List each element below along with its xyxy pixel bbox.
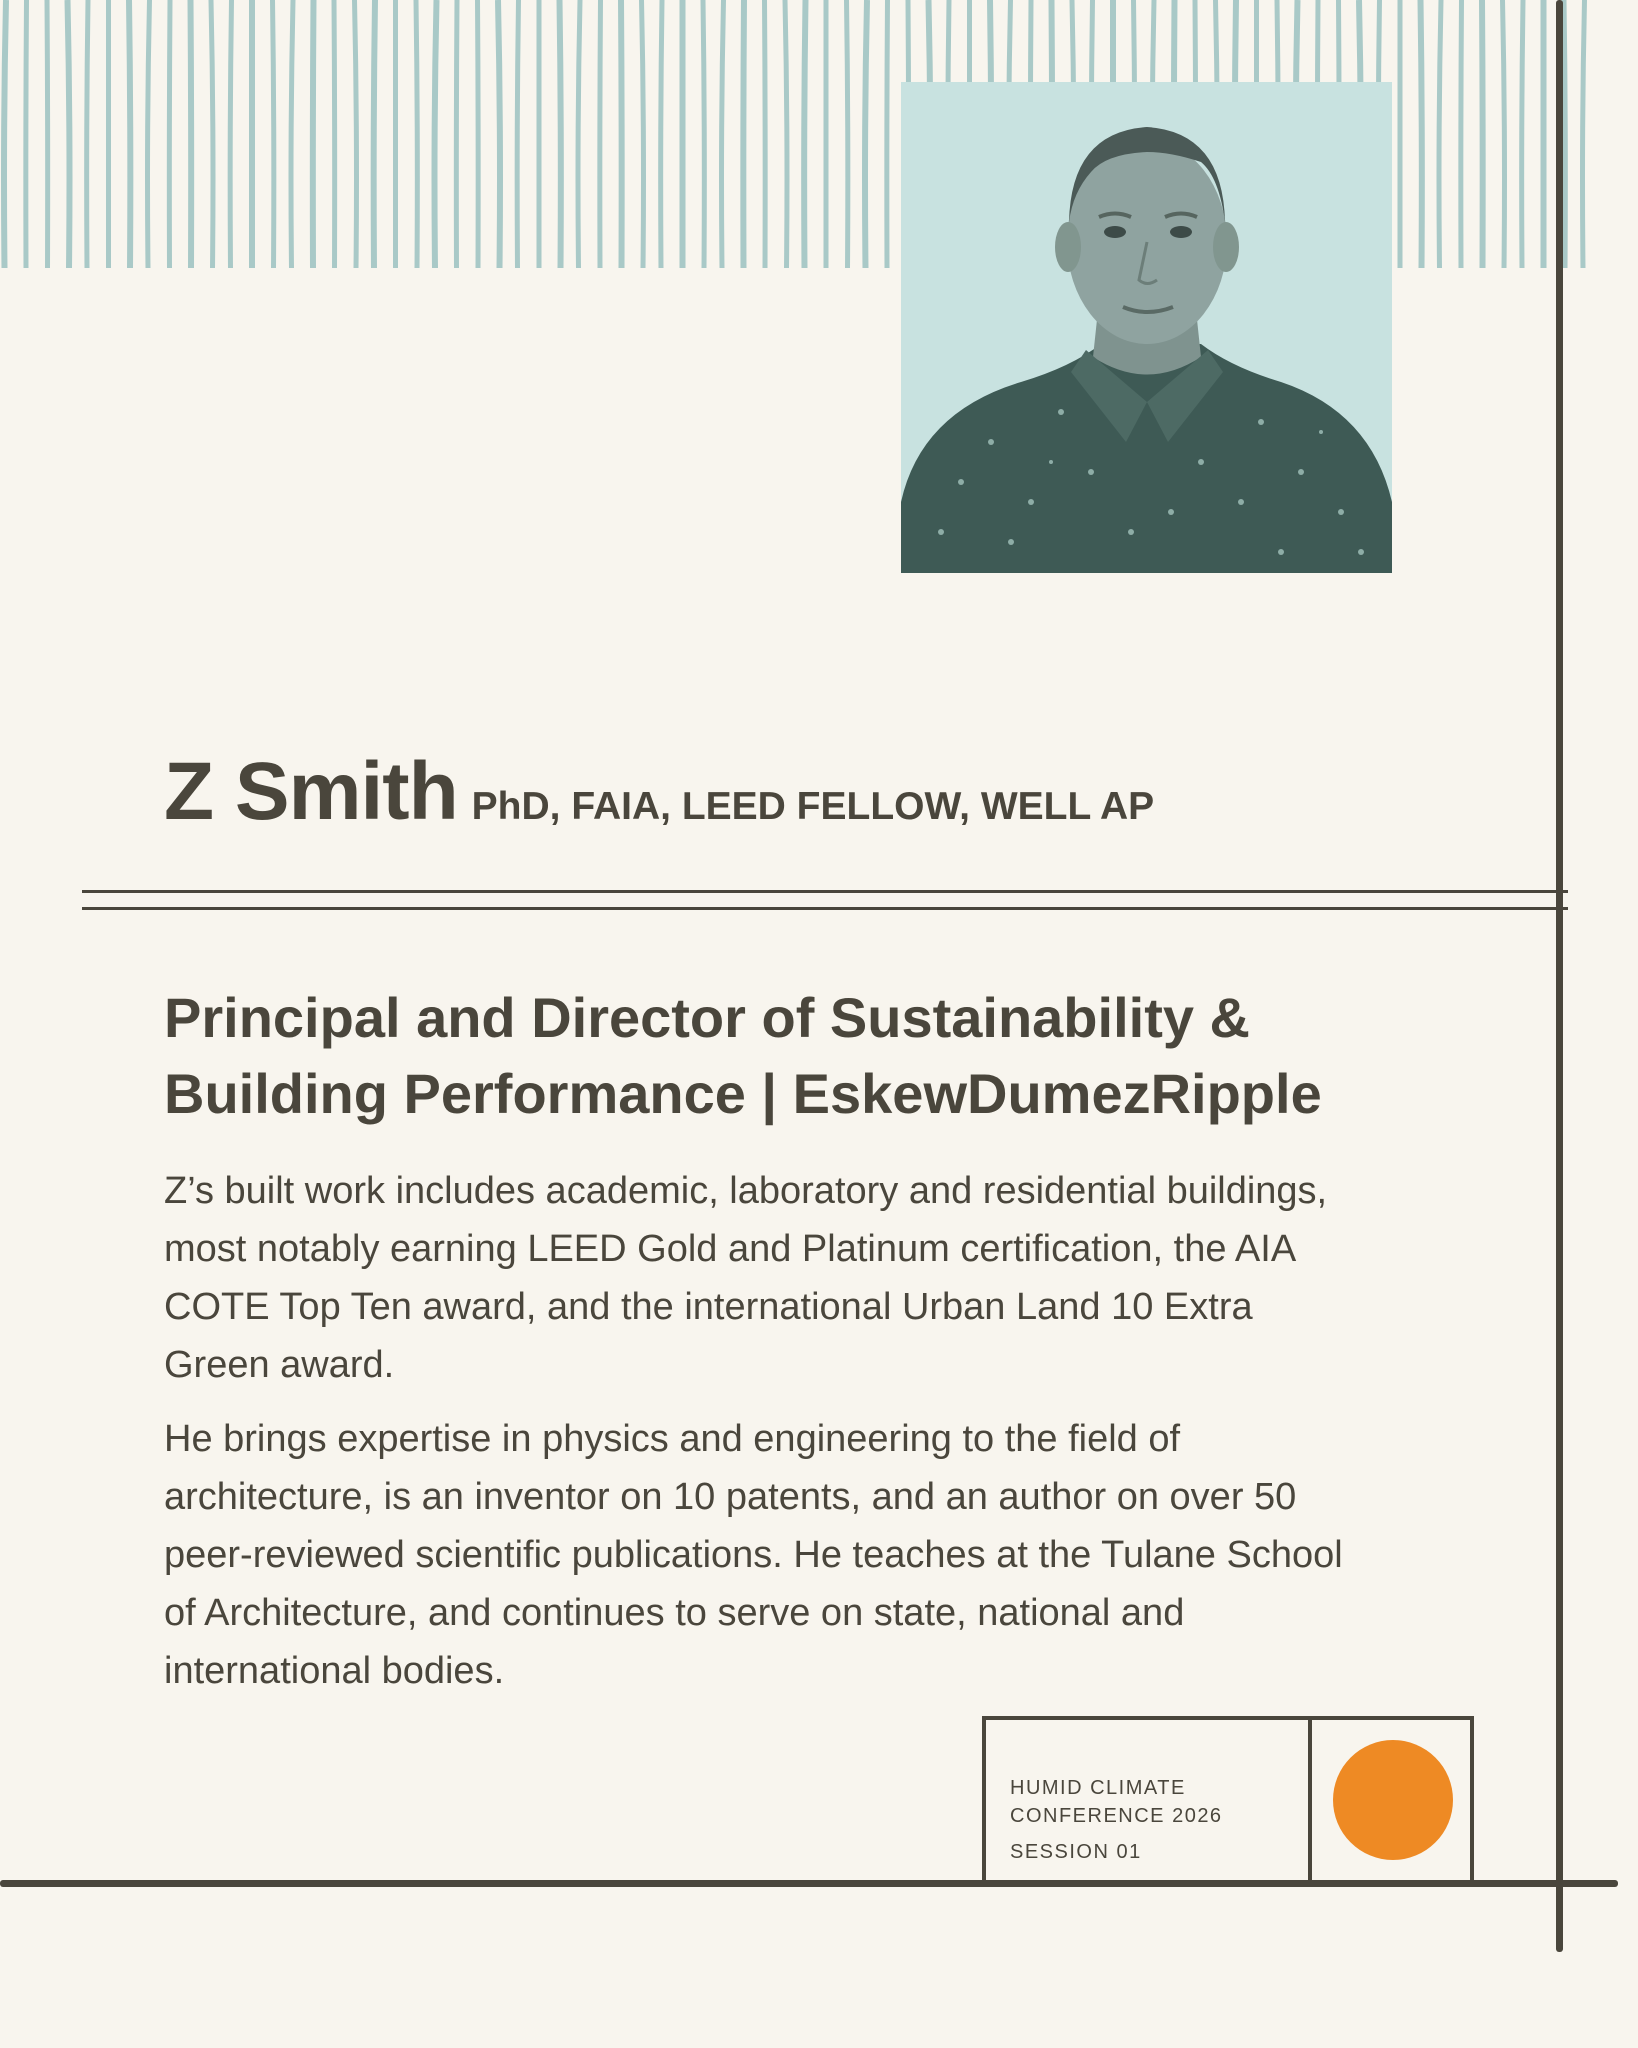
stripe-line bbox=[621, 0, 622, 268]
stripe-line bbox=[374, 0, 375, 268]
speaker-name-row bbox=[164, 745, 1514, 839]
stripe-line bbox=[169, 0, 170, 268]
stripe-line bbox=[1439, 0, 1441, 268]
stripe-line bbox=[1583, 0, 1585, 268]
stripe-line bbox=[642, 0, 644, 268]
speaker-photo bbox=[901, 82, 1392, 573]
stripe-line bbox=[334, 0, 335, 268]
bio-paragraph-1: Z’s built work includes academic, laboratory and residential buildings, most notably earning LEED Gold and Platinum certification, the AIA COTE Top Ten award, and the international Urban Land 10 Extra Green award. bbox=[164, 1170, 1328, 1386]
speaker-credentials: PhD, FAIA, LEED FELLOW, WELL AP bbox=[471, 785, 1155, 828]
speaker-title-line-2: Building Performance | EskewDumezRipple bbox=[164, 1062, 1322, 1125]
orange-circle-icon bbox=[1333, 1740, 1453, 1860]
stripe-line bbox=[191, 0, 192, 268]
stripe-line bbox=[291, 0, 293, 268]
stripe-line bbox=[230, 0, 231, 268]
stripe-line bbox=[743, 0, 744, 268]
stripe-line bbox=[560, 0, 561, 268]
badge-divider bbox=[1308, 1720, 1312, 1884]
stripe-line bbox=[26, 0, 27, 268]
badge-line-1: HUMID CLIMATE bbox=[1010, 1777, 1186, 1799]
stripe-line bbox=[1482, 0, 1483, 268]
stripe-line bbox=[456, 0, 457, 268]
stripe-line bbox=[435, 0, 437, 268]
vertical-rule bbox=[1556, 0, 1563, 1952]
stripe-line bbox=[129, 0, 130, 268]
bio-paragraph-2: He brings expertise in physics and engineering to the field of architecture, is an inventor on 10 patents, and an author on over 50 peer-reviewed scientific publications. He teaches at the Tulane School of Architecture, and continues to serve on state, national and international bodies. bbox=[164, 1418, 1343, 1692]
stripe-line bbox=[4, 0, 6, 268]
stripe-line bbox=[87, 0, 88, 268]
speaker-name: Z Smith bbox=[164, 746, 458, 837]
stripe-line bbox=[498, 0, 500, 268]
stripe-line bbox=[68, 0, 70, 268]
stripe-line bbox=[1564, 0, 1565, 268]
stripe-line bbox=[600, 0, 601, 268]
stripe-line bbox=[847, 0, 848, 268]
stripe-line bbox=[785, 0, 787, 268]
stripe-line bbox=[47, 0, 48, 268]
stripe-line bbox=[887, 0, 888, 268]
stripe-line bbox=[313, 0, 314, 268]
stripe-line bbox=[722, 0, 724, 268]
stripe-line bbox=[416, 0, 417, 268]
stripe-line bbox=[211, 0, 213, 268]
stripe-line bbox=[273, 0, 274, 268]
stripe-line bbox=[578, 0, 580, 268]
stripe-line bbox=[804, 0, 805, 268]
stripe-line bbox=[478, 0, 479, 268]
divider-line-bottom bbox=[82, 907, 1568, 910]
stripe-line bbox=[1421, 0, 1422, 268]
stripe-line bbox=[865, 0, 867, 268]
stripe-line bbox=[703, 0, 704, 268]
divider-line-top bbox=[82, 890, 1568, 893]
badge-line-2: CONFERENCE 2026 bbox=[1010, 1805, 1223, 1827]
badge-text bbox=[1010, 1774, 1223, 1866]
stripe-line bbox=[661, 0, 662, 268]
speaker-title-line-1: Principal and Director of Sustainability & bbox=[164, 986, 1250, 1049]
stripe-line bbox=[148, 0, 150, 268]
stripe-line bbox=[1522, 0, 1523, 268]
badge-session: SESSION 01 bbox=[1010, 1841, 1142, 1863]
stripe-line bbox=[1461, 0, 1462, 268]
conference-badge bbox=[982, 1716, 1474, 1884]
stripe-line bbox=[517, 0, 518, 268]
stripe-line bbox=[765, 0, 766, 268]
bottom-rule bbox=[0, 1880, 1618, 1887]
stripe-line bbox=[355, 0, 357, 268]
speaker-title bbox=[164, 980, 1414, 1132]
stripe-line bbox=[1503, 0, 1505, 268]
